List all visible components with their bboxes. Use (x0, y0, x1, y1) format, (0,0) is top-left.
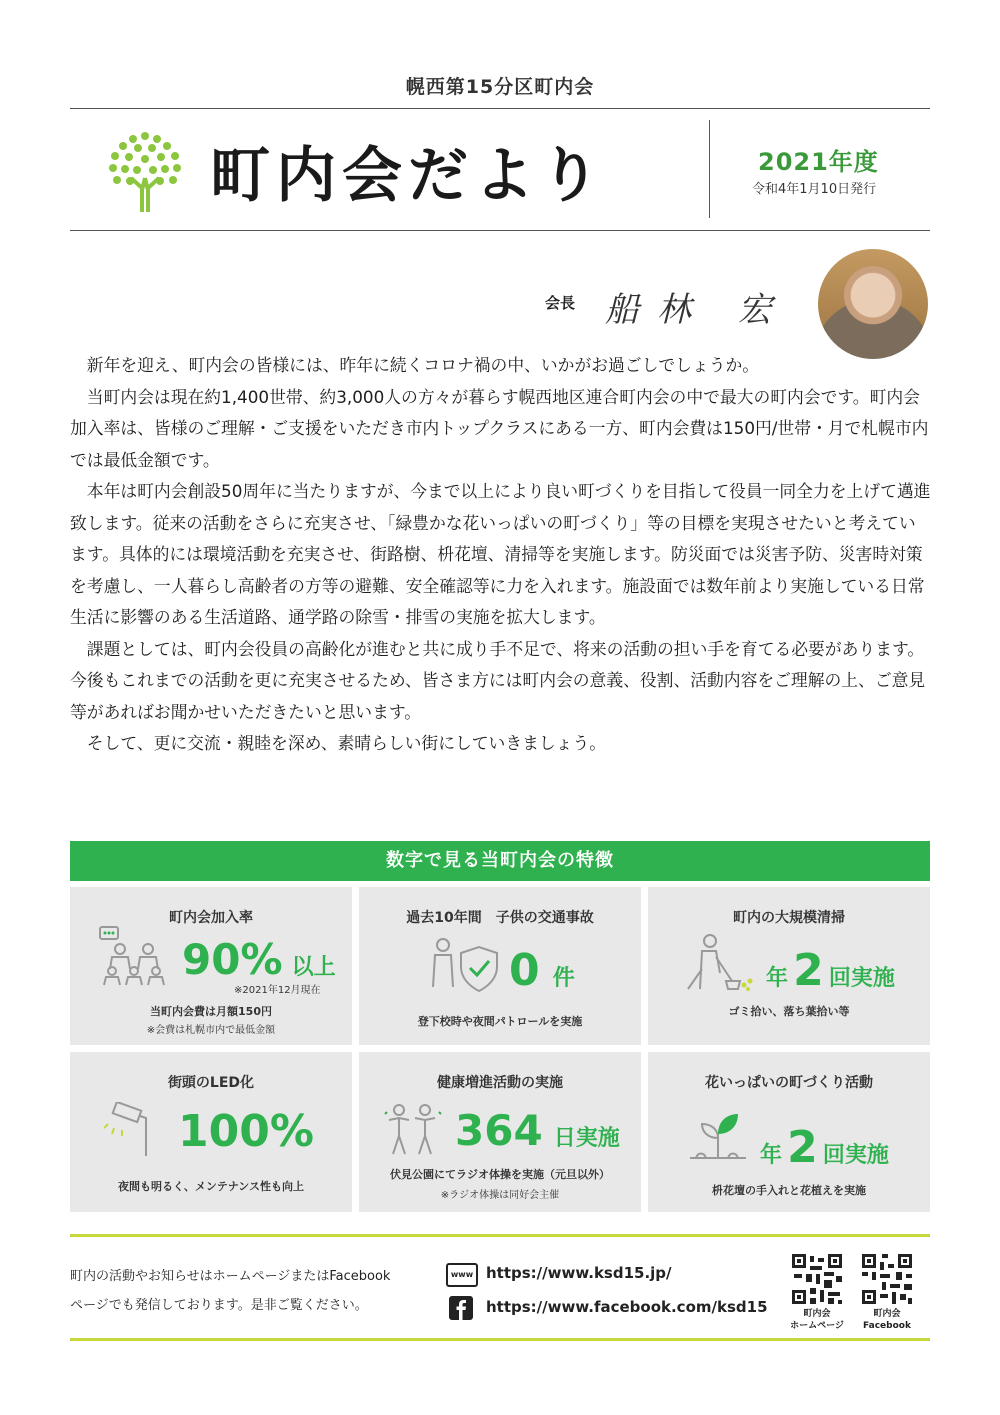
feature-card-flowers (648, 1052, 930, 1212)
card-note-2: ※会費は札幌市内で最低金額 (146, 1025, 276, 1036)
tree-logo-icon (105, 128, 185, 212)
feature-card-health (359, 1052, 641, 1212)
card-subtext: 登下校時や夜間パトロールを実施 (417, 1015, 583, 1028)
card-note: ※ラジオ体操は同好会主催 (440, 1190, 560, 1201)
footer-message-line: ページでも発信しております。是非ご覧ください。 (70, 1298, 368, 1313)
street-light-icon (104, 1102, 154, 1158)
health-suffix: 日実施 (553, 1126, 620, 1151)
footer-message-line: 町内の活動やお知らせはホームページまたはFacebook (70, 1269, 391, 1284)
newsletter-title: 町内会だより (210, 141, 606, 211)
paragraph: 当町内会は現在約1,400世帯、約3,000人の方々が暮らす幌西地区連合町内会の中で最大の町内会です。町内会加入率は、皆様のご理解・ご支援をいただき市内トップクラスにある一方、町内会費は150円/世帯・月で札幌市内では最低金額です。 (70, 386, 929, 470)
led-rate: 100% (178, 1106, 314, 1157)
health-days: 364 (455, 1106, 543, 1155)
cleanup-count: 2 (793, 945, 824, 996)
facebook-qr-label (852, 1308, 922, 1332)
feature-card-traffic (359, 887, 641, 1045)
card-subtext: 夜間も明るく、メンテナンス性も向上 (118, 1180, 304, 1193)
card-subtext: 伏見公園にてラジオ体操を実施（元旦以外） (390, 1168, 610, 1181)
seedling-icon (688, 1108, 748, 1162)
header-bottom-rule (70, 230, 930, 231)
card-subtext: ゴミ拾い、落ち葉拾い等 (728, 1005, 850, 1018)
paragraph: 課題としては、町内会役員の高齢化が進むと共に成り手不足で、将来の活動の担い手を育てる必要があります。今後もこれまでの活動を更に充実させるため、皆さま方には町内会の意義、役割、活動内容をご理解の上、ご意見等があればお聞かせいただきたいと思います。 (70, 638, 926, 722)
header-top-rule (70, 108, 930, 109)
card-title: 町内会加入率 (169, 910, 253, 926)
feature-card-led (70, 1052, 352, 1212)
www-icon: www (446, 1263, 478, 1287)
card-title: 健康増進活動の実施 (437, 1075, 563, 1091)
paragraph: 新年を迎え、町内会の皆様には、昨年に続くコロナ禍の中、いかがお過ごしでしょうか。 (86, 355, 760, 375)
chair-signature: 船林 宏 (605, 290, 790, 330)
facebook-icon (449, 1296, 473, 1320)
chair-label: 会長 (545, 294, 576, 312)
qr-label-line: ホームページ (790, 1321, 844, 1331)
homepage-qr-label (782, 1308, 852, 1332)
card-subtext: 当町内会費は月額150円 (150, 1005, 272, 1018)
issue-date: 令和4年1月10日発行 (752, 182, 877, 197)
cleanup-suffix: 回実施 (828, 966, 895, 991)
card-title: 花いっぱいの町づくり活動 (705, 1075, 873, 1091)
accident-suffix: 件 (552, 966, 575, 991)
membership-suffix: 以上 (291, 955, 336, 980)
fiscal-year: 2021年度 (758, 148, 879, 176)
paragraph: そして、更に交流・親睦を深め、素晴らしい街にしていきましょう。 (86, 733, 607, 753)
qr-label-line: 町内会 (803, 1309, 831, 1319)
qr-label-line: 町内会 (873, 1309, 901, 1319)
flowers-count: 2 (787, 1122, 818, 1173)
greeting-text (70, 350, 932, 760)
features-banner: 数字で見る当町内会の特徴 (70, 841, 930, 881)
cleanup-prefix: 年 (766, 966, 789, 991)
organization-name: 幌西第15分区町内会 (405, 76, 595, 98)
sweeping-person-icon (680, 933, 754, 993)
membership-rate: 90% (182, 935, 283, 984)
footer-message (70, 1262, 430, 1320)
safety-shield-icon (429, 937, 499, 993)
qr-label-line: Facebook (863, 1321, 911, 1331)
flowers-prefix: 年 (760, 1143, 783, 1168)
card-title: 街頭のLED化 (167, 1075, 255, 1091)
feature-card-cleanup (648, 887, 930, 1045)
card-subtext: 枡花壇の手入れと花植えを実施 (712, 1184, 866, 1197)
flowers-suffix: 回実施 (822, 1143, 889, 1168)
homepage-qr-icon[interactable] (792, 1254, 842, 1304)
facebook-qr-icon[interactable] (862, 1254, 912, 1304)
footer-bottom-rule (70, 1338, 930, 1341)
chair-photo (818, 249, 928, 359)
header-divider (709, 120, 710, 218)
homepage-link[interactable]: https://www.ksd15.jp/ (486, 1264, 672, 1282)
footer-top-rule (70, 1234, 930, 1237)
accident-count: 0 (509, 945, 540, 996)
facebook-link[interactable]: https://www.facebook.com/ksd15 (486, 1298, 768, 1316)
card-title: 町内の大規模清掃 (733, 910, 845, 926)
exercise-people-icon (383, 1102, 443, 1158)
community-people-icon (98, 925, 168, 987)
card-title: 過去10年間 子供の交通事故 (406, 910, 594, 926)
paragraph: 本年は町内会創設50周年に当たりますが、今まで以上により良い町づくりを目指して役員一同全力を上げて邁進致します。従来の活動をさらに充実させ、「緑豊かな花いっぱいの町づくり」等の目標を実現させたいと考えています。具体的には環境活動を充実させ、街路樹、枡花壇、清掃等を実施します。防災面では災害予防、災害時対策を考慮し、一人暮らし高齢者の方等の避難、安全確認等に力を入れます。施設面では数年前より実施している日常生活に影響のある生活道路、通学路の除雪・排雪の実施を拡大します。 (70, 481, 931, 627)
card-note: ※2021年12月現在 (234, 985, 321, 996)
feature-card-membership (70, 887, 352, 1045)
